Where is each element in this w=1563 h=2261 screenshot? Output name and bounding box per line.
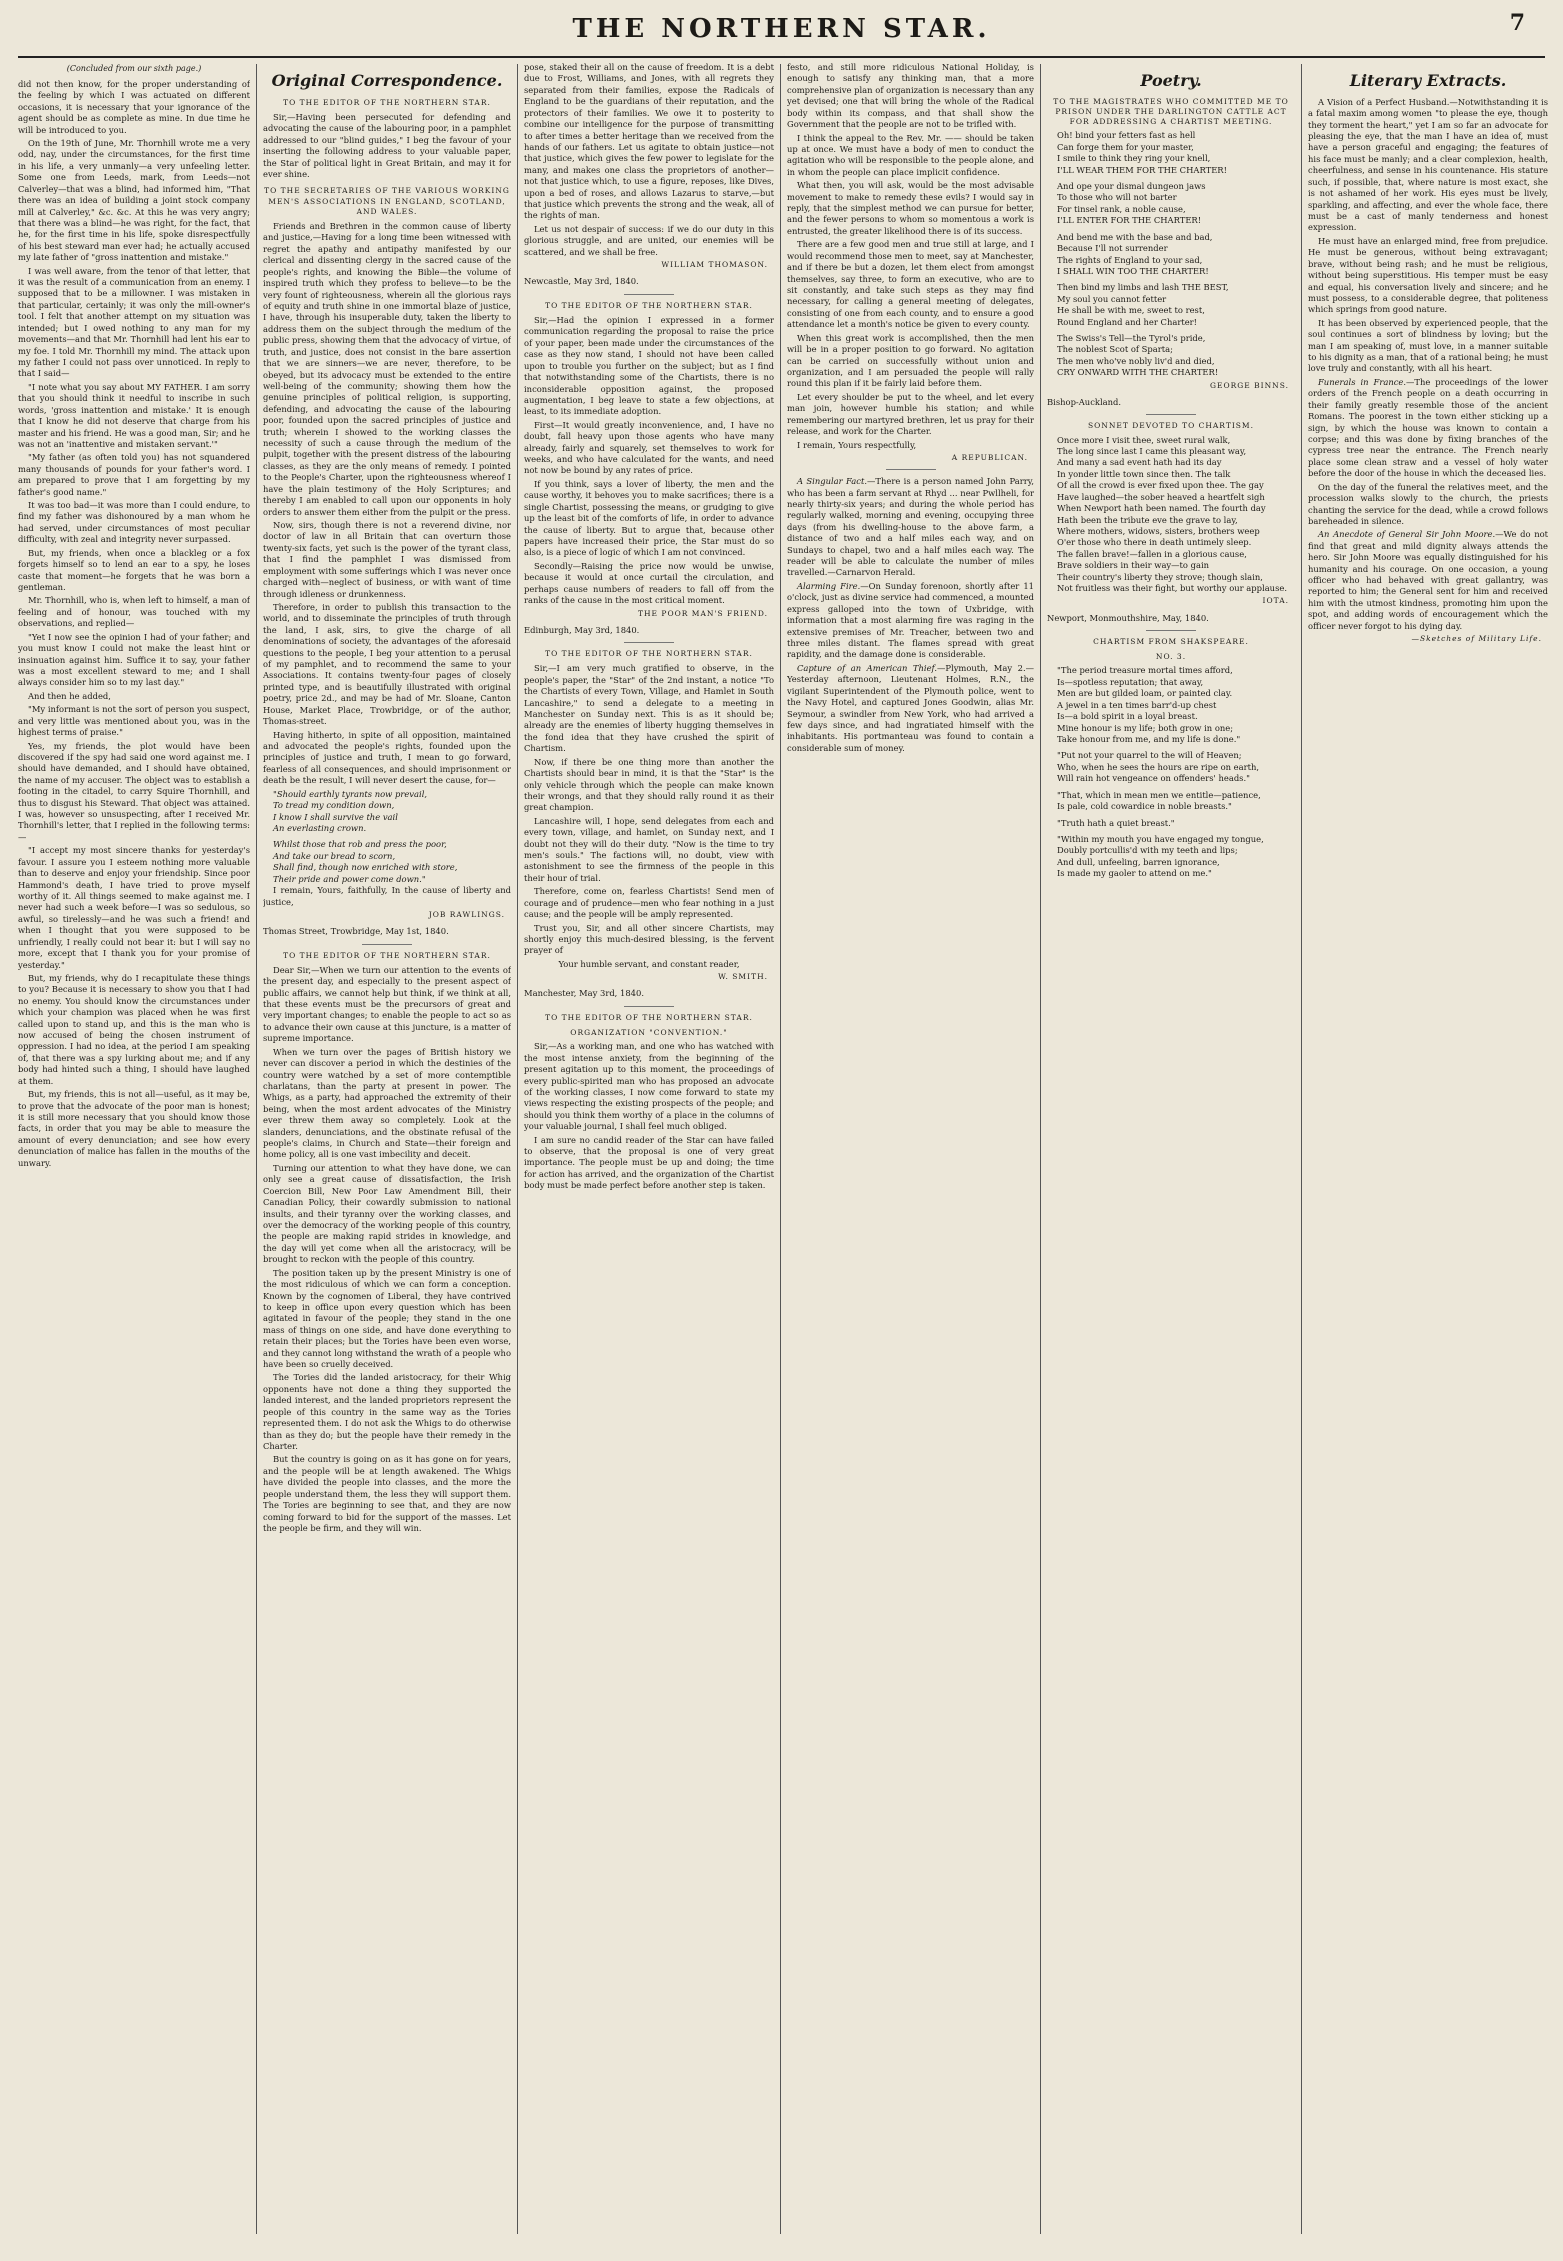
poem-place: Newport, Monmouthshire, May, 1840. [1047,612,1209,623]
verse-line: He shall be with me, sweet to rest, [1057,305,1205,316]
verse-line: Hath been the tribute eve the grave to lay, [1057,514,1238,525]
verse-line: An everlasting crown. [273,822,367,833]
verse-line: Brave soldiers in their way—to gain [1057,560,1210,571]
signature: THE POOR MAN'S FRIEND. [638,608,768,618]
divider [624,642,674,643]
paragraph: I remain, Yours respectfully, [797,439,917,450]
verse-line: My soul you cannot fetter [1057,293,1167,304]
verse-line: To those who will not barter [1057,192,1177,203]
verse-line: Can forge them for your master, [1057,141,1194,152]
letter-address: TO THE SECRETARIES OF THE VARIOUS WORKING MEN'S ASSOCIATIONS IN ENGLAND, SCOTLAND, AND WALES. [264,186,510,216]
verse-line: Oh! bind your fetters fast as hell [1057,130,1196,141]
verse-line: And dull, unfeeling, barren ignorance, [1057,856,1220,867]
letter-closing: I remain, Yours, faithfully, In the cause of liberty and justice, [263,885,511,907]
paragraph: Trust you, Sir, and all other sincere Chartists, may shortly enjoy this much-desired blessing, is the fervent prayer of [524,922,774,956]
paragraph: Sir,—Having been persecuted for defending and advocating the cause of the labouring poor, in a pamphlet addressed to our "blind guides," I beg the favour of your inserting the following address to your valuable paper, the Star of political light in Great Britain, and may it for ever shine. [263,111,511,180]
poem-number: NO. 3. [1155,652,1187,662]
poem-title: TO THE MAGISTRATES WHO COMMITTED ME TO PRISON UNDER THE DARLINGTON CATTLE ACT FOR ADDRESSING A CHARTIST MEETING. [1053,96,1289,127]
verse-line: Is—a bold spirit in a loyal breast. [1057,711,1198,722]
divider [624,294,674,295]
verse-line: I'LL WEAR THEM FOR THE CHARTER! [1057,164,1227,175]
poem-place: Bishop-Auckland. [1047,396,1122,407]
section-header: Original Correspondence. [271,71,503,90]
column-divider [780,64,781,2234]
paragraph-heading: An Anecdote of General Sir John Moore. [1318,529,1496,540]
verse-line: The Swiss's Tell—the Tyrol's pride, [1057,333,1206,344]
source-attribution: —Sketches of Military Life. [1411,634,1542,644]
letter-place: Newcastle, May 3rd, 1840. [524,276,639,287]
verse-line: Mine honour is my life; both grow in one; [1057,722,1234,733]
paragraph: What then, you will ask, would be the most advisable movement to make to remedy these evils? I would say in reply, that the simplest method we can pursue for better, and the fewer persons to whom so momentous a work is entrusted, the greater likelihood there is of its success. [787,180,1034,236]
verse-line: The rights of England to your sad, [1057,254,1203,265]
verse-line: Once more I visit thee, sweet rural walk, [1057,434,1231,445]
verse-line: "That, which in mean men we entitle—patience, [1057,789,1261,800]
verse-line: Whilst those that rob and press the poor, [273,839,447,850]
signature: W. SMITH. [718,972,768,982]
divider [1146,414,1196,415]
paragraph: Mr. Thornhill, who is, when left to himself, a man of feeling and of honour, was touched with my observations, and replied— [18,595,250,629]
paragraph: The position taken up by the present Ministry is one of the most ridiculous of which we can form a conception. Known by the cognomen of Liberal, they have contrived to keep in office upon every question which has been agitated in favour of the people; they stand in the one mass of things on one side, and have done everything to retain their places; but the Tories have been even worse, and they cannot long withstand the wrath of a people who have been so cruelly deceived. [263,1267,511,1370]
paragraph: Now, if there be one thing more than another the Chartists should bear in mind, it is that the "Star" is the only vehicle through which the people can make known their wrongs, and that they should rally round it as their great champion. [524,756,774,813]
verse-line: Because I'll not surrender [1057,243,1168,254]
signature: WILLIAM THOMASON. [661,260,768,270]
paragraph: pose, staked their all on the cause of freedom. It is a debt due to Frost, Williams, and Jones, with all regrets they separated from their families, expose the Radicals of England to be the guardians of their reputation, and the protectors of their families. We owe it to posterity to combine our intelligence for the purpose of transmitting to after times a better heritage than we received from the hands of our fathers. Let us agitate to obtain justice—not that justice, which gives the few power to legislate for the many, and makes one class the proprietors of another—not that justice which, to use a figure, reposes, like Dives, upon a bed of roses, and allows Lazarus to starve,—but that justice which prevents the strong and the weak, all of the rights of man. [524,62,774,221]
verse-line: Where mothers, widows, sisters, brothers weep [1057,525,1260,536]
verse-line: "Put not your quarrel to the will of Heaven; [1057,750,1242,761]
letter-address: TO THE EDITOR OF THE NORTHERN STAR. [545,649,753,659]
letter-title: ORGANIZATION "CONVENTION." [570,1028,728,1038]
column-divider [1040,64,1041,2234]
verse-line: "The period treasure mortal times afford, [1057,665,1233,676]
verse-line: "Truth hath a quiet breast." [1057,817,1175,828]
verse-line: Have laughed—the sober heaved a heartfelt sigh [1057,491,1265,502]
paragraph: There are a few good men and true still at large, and I would recommend those men to meet, say at Manchester, and if there be but a dozen, let them elect from amongst themselves, say three, to form an executive, who are to sit constantly, and take such steps as they may find necessary, for calling a general meeting of delegates, consisting of one from each county, and to ensure a good attendance let a month's notice be given to every county. [787,239,1034,330]
paragraph-heading: Capture of an American Thief. [797,662,937,673]
column-3 [524,62,774,2242]
signature: A REPUBLICAN. [951,452,1028,462]
paragraph: I was well aware, from the tenor of that letter, that it was the result of a communication from an enemy. I supposed that to be a millowner. I was mistaken in that particular, certainly; it was only the mill-owner's tool. I felt that another attempt on my situation was intended; but I owed nothing to any man for my movements—and that Mr. Thornhill had lent his ear to my foe. I told Mr. Thornhill my mind. The attack upon my father I could not pass over unnoticed. In reply to that I said— [18,265,250,379]
paragraph: Now, sirs, though there is not a reverend divine, nor doctor of law in all Britain that can overturn those twenty-six facts, yet such is the power of the tyrant class, that I find the pamphlet I was dismissed from employment with some sufferings which I was never once charged with—neglect of business, or with want of time through idleness or drunkenness. [263,520,511,599]
paragraph: Secondly—Raising the price now would be unwise, because it would at once curtail the circulation, and perhaps cause numbers of readers to fall off from the ranks of the cause in the most critical moment. [524,560,774,606]
column-divider [517,64,518,2234]
paragraph: First—It would greatly inconvenience, and, I have no doubt, fall heavy upon those agents who have many already, fairly and squarely, set themselves to work for weeks, and who have calculated for the wants, and need not now be bound by any rates of price. [524,419,774,476]
verse-line: Who, when he sees the hours are ripe on earth, [1057,761,1260,772]
paragraph: festo, and still more ridiculous National Holiday, is enough to satisfy any thinking man, that a more comprehensive plan of organization is necessary than any yet devised; one that will bring the whole of the Radical body within its compass, and that shall show the Government that the people are not to be trifled with. [787,62,1034,130]
paragraph: Sir,—As a working man, and one who has watched with the most intense anxiety, from the beginning of the present agitation up to this moment, the proceedings of every public-spirited man who has proposed an advocate of the working classes, I now come forward to state my views respecting the existing prospects of the people; and should you think them worthy of a place in the columns of your valuable journal, I shall feel much obliged. [524,1041,774,1132]
paragraph: "Yet I now see the opinion I had of your father; and you must know I could not make the least hint or insinuation against him. Suffice it to say, your father was a most excellent steward to me; and I shall always consider him so to my last day." [18,631,250,688]
paragraph: —On Sunday forenoon, shortly after 11 o'clock, just as divine service had commenced, a mounted express galloped into the town of Uxbridge, with information that a most alarming fire was raging in the extensive premises of Mr. Treacher, between two and three miles distant. The flames spread with great rapidity, and the damage done is considerable. [787,580,1034,660]
divider [1146,630,1196,631]
paragraph: Turning our attention to what they have done, we can only see a great cause of dissatisfaction, the Irish Coercion Bill, New Poor Law Amendment Bill, their Canadian Policy, their cowardly submission to national insults, and their tyranny over the working classes, and over the democracy of the working people of this country, the people are making rapid strides in knowledge, and the day will yet come when all the aristocracy, will be brought to reckon with the people of this country. [263,1162,511,1265]
paragraph: It was too bad—it was more than I could endure, to find my father was dishonoured by a man whom he had served, under circumstances of most peculiar difficulty, with zeal and integrity never surpassed. [18,500,250,545]
paragraph-heading: Funerals in France. [1318,376,1407,387]
paragraph: Sir,—I am very much gratified to observe, in the people's paper, the "Star" of the 2nd instant, a notice "To the Chartists of every Town, Village, and Hamlet in South Lancashire," to send a delegate to a meeting in Manchester on Sunday next. This is as it should be; already are the enemies of liberty hugging themselves in the fond idea that they have crushed the spirit of Chartism. [524,663,774,754]
divider [886,469,936,470]
verse-line: I know I shall survive the vail [273,811,398,822]
letter-address: TO THE EDITOR OF THE NORTHERN STAR. [283,950,491,960]
verse-line: In yonder little town since then. The talk [1057,468,1231,479]
verse-line: I SHALL WIN TOO THE CHARTER! [1057,265,1209,276]
verse-line: Men are but gilded loam, or painted clay. [1057,688,1233,699]
paragraph: Sir,—Had the opinion I expressed in a former communication regarding the proposal to raise the price of your paper, been made under the circumstances of the case as they now stand, I should not have been called upon to trouble you further on the subject; but as I find that notwithstanding some of the Chartists, there is no inconsiderable opposition against, the proposed augmentation, I beg leave to state a few objections, at least, to its immediate adoption. [524,314,774,417]
verse-line: Not fruitless was their fight, but worthy our applause. [1057,583,1287,594]
signature: IOTA. [1262,596,1289,606]
column-6 [1308,62,1548,2242]
verse-line: O'er those who there in death untimely sleep. [1057,537,1252,548]
poem-title: SONNET DEVOTED TO CHARTISM. [1088,421,1254,431]
paragraph: A Vision of a Perfect Husband.—Notwithstanding it is a fatal maxim among women "to please the eye, though they torment the heart," yet I am so far an advocate for pleasing the eye, that the man I have an idea of, must have a person graceful and engaging; the features of his face must be manly; and a clear complexion, health, cheerfulness, and sense in his countenance. His stature such, if possible, that, where nature is most exact, she is not ashamed of her work. His eyes must be lively, sparkling, and affecting, and ever the whole face, there must be a cast of manly tenderness and honest expression. [1308,96,1548,233]
paragraph: On the day of the funeral the relatives meet, and the procession walks slowly to the church, the priests chanting the service for the dead, while a crowd follows bareheaded in silence. [1308,481,1548,526]
divider [362,944,412,945]
paragraph: I think the appeal to the Rev. Mr. —— should be taken up at once. We must have a body of men to conduct the agitation who will be responsible to the people alone, and in whom the people can place implicit confidence. [787,132,1034,177]
verse-line: Their pride and power come down." [273,873,426,884]
paragraph: I am sure no candid reader of the Star can have failed to observe, that the proposal is one of very great importance. The people must be up and doing; the time for action has arrived, and the organization of the Chartist body must be made perfect before another step is taken. [524,1134,774,1191]
column-divider [1301,64,1302,2234]
verse-quote [263,789,511,885]
poem [1047,665,1295,879]
paragraph: "My informant is not the sort of person you suspect, and very little was mentioned about you, was in the highest terms of praise." [18,704,250,738]
letter-address: TO THE EDITOR OF THE NORTHERN STAR. [283,97,491,107]
verse-line: I smile to think they ring your knell, [1057,153,1211,164]
paragraph: But the country is going on as it has gone on for years, and the people will be at length awakened. The Whigs have divided the people into classes, and the more the people understand them, the less they will support them. The Tories are beginning to see that, and they are now coming forward to bid for the support of the masses. Let the people be firm, and they will win. [263,1454,511,1533]
masthead-title: THE NORTHERN STAR. [572,14,991,44]
paragraph: —The proceedings of the lower orders of the French people on a death occurring in their family greatly resemble those of the ancient Romans. The poorest in the town either sticking up a sign, by which the house was known to contain a corpse; and this was done by fixing branches of the cypress tree near the entrance. The French nearly place some clean straw and a vessel of holy water before the door of the house in which the deceased lies. [1308,376,1548,479]
paragraph: And then he added, [28,690,111,701]
paragraph: It has been observed by experienced people, that the soul continues a sort of blindness by loving; but the man I am speaking of, must love, in a manner suitable to his dignity as a man, that of a rational being; he must love truly and constantly, with all his heart. [1308,317,1548,374]
verse-line: CRY ONWARD WITH THE CHARTER! [1057,367,1219,378]
verse-line: Will rain hot vengeance on offenders' heads." [1057,773,1250,784]
verse-line: And ope your dismal dungeon jaws [1057,181,1206,191]
verse-line: Is pale, cold cowardice in noble breasts." [1057,801,1232,812]
column-divider [256,64,257,2234]
verse-line: Of all the crowd is ever fixed upon thee. The gay [1057,480,1264,491]
verse-line: To tread my condition down, [273,800,395,811]
paragraph-heading: A Singular Fact. [797,476,868,487]
letter-address: TO THE EDITOR OF THE NORTHERN STAR. [545,300,753,310]
verse-line: The fallen brave!—fallen in a glorious cause, [1057,548,1247,559]
verse-line: And many a sad event hath had its day [1057,457,1222,468]
verse-line: And take our bread to scorn, [273,850,396,861]
verse-line: For tinsel rank, a noble cause, [1057,203,1186,214]
paragraph: Lancashire will, I hope, send delegates from each and every town, village, and hamlet, on Sunday next, and I doubt not they will do their duty. "Now is the time to try men's souls." The factions will, no doubt, view with astonishment to see the firmness of the people in this their hour of trial. [524,815,774,883]
paragraph: Let every shoulder be put to the wheel, and let every man join, however humble his station; and while remembering our martyred brethren, let us pray for their release, and work for the Charter. [787,391,1034,437]
column-5 [1047,62,1295,2242]
verse-line: And bend me with the base and bad, [1057,231,1213,242]
paragraph: When we turn over the pages of British history we never can discover a period in which the destinies of the country were watched by a set of more contemptible charlatans, than the party at present in power. The Whigs, as a party, had approached the extremity of their being, when the most ardent advocates of the Ministry ever threw them away so completely. Look at the slanders, denunciations, and the obstinate refusal of the people's claims, in Church and State—their foreign and home policy, all is one vast imbecility and deceit. [263,1046,511,1160]
paragraph: did not then know, for the proper understanding of the feeling by which I was actuated on different occasions, it is necessary that your ignorance of the agent should be as complete as mine. In due time he will be introduced to you. [18,78,250,135]
letter-place: Manchester, May 3rd, 1840. [524,988,644,999]
paragraph: But, my friends, this is not all—useful, as it may be, to prove that the advocate of the poor man is honest; it is still more necessary that you should know those facts, in order that you may be able to measure the amount of every denunciation; and see how every denunciation of malice has fallen in the mouths of the unwary. [18,1089,250,1168]
verse-line: Is—spotless reputation; that away, [1057,676,1204,687]
column-4 [787,62,1034,2242]
verse-line: When Newport hath been named. The fourth day [1057,503,1266,514]
paragraph: "I accept my most sincere thanks for yesterday's favour. I assure you I esteem nothing more valuable than to deserve and enjoy your friendship. Since poor Hammond's death, I have tried to prove myself worthy of it. All things seemed to make against me. I never had such a week before—I was so sedulous, so awful, so tirelessly—and he was such a friend! and when I thought that you were supposed to be unfriendly, I really could not bear it: but I will say no more, except that I thank you for your promise of yesterday." [18,845,250,970]
letter-place: Edinburgh, May 3rd, 1840. [524,624,640,635]
paragraph: Therefore, in order to publish this transaction to the world, and to disseminate the principles of truth through the land, I ask, sirs, to give the charge of all denominations of society, the advantages of the aforesaid questions to the people, I beg your attention to a perusal of my pamphlet, and to recommend the same to your Associations. It contains twenty-four pages of closely printed type, and is beautifully illustrated with original poetry, price 2d., and may be had of Mr. Sloane, Canton House, Market Place, Trowbridge, or of the author, Thomas-street. [263,601,511,727]
paragraph: Yes, my friends, the plot would have been discovered if the spy had said one word against me. I should have demanded, and I should have obtained, the name of my accuser. The object was to establish a footing in the citadel, to carry Squire Thornhill, and thus to disgust his Steward. That object was attained. I was, however so unsuspecting, after I received Mr. Thornhill's letter, that I replied in the following terms:— [18,740,250,842]
verse-line: The noblest Scot of Sparta; [1057,344,1173,355]
paragraph: —There is a person named John Parry, who has been a farm servant at Rhyd ... near Pwllheli, for nearly thirty-six years; and during the whole period has regularly walked, morning and evening, occupying three days (from his dwelling-house to the above farm, a distance of two and a half miles each way, and on Sundays to chapel, two and a half miles each way. The reader will be able to calculate the number of miles travelled.—Carnarvon Herald. [787,476,1034,578]
paragraph: Friends and Brethren in the common cause of liberty and justice,—Having for a long time been witnessed with regret the apathy and antipathy manifested by our clerical and dissenting clergy in the sacred cause of the people's rights, and knowing the Bible—the volume of inspired truth which they profess to believe—to be the very fount of righteousness, wherein all the glorious rays of equity and truth shine in one immortal blaze of justice, I have, through his insuperable duty, taken the liberty to address them on the subject through the medium of the public press, showing them that the advocacy of virtue, of truth, and justice, does not consist in the bare assertion that we are sinners—we are never, therefore, to be obeyed, but its advocacy must be extended to the entire well-being of the community; showing them how the genuine principles of political religion, is supporting, defending, and advocating the cause of the labouring poor, founded upon the sacred principles of justice and truth; wherein I showed to the working classes the necessity of such a cause through the medium of the pulpit, together with the present distress of the labouring classes, as they are the only means of remedy. I pointed to the People's Charter, upon the righteousness whereof I have the plain testimony of the Holy Scriptures; and thereby I am enabled to call upon our opponents in holy orders to answer them either from the pulpit or the press. [263,221,511,517]
paragraph: —We do not find that great and mild dignity always attends the hero. Sir John Moore was equally distinguished for his humanity and his courage. On one occasion, a young officer who had behaved with great gallantry, was reported to him; the General sent for him and received him with the utmost kindness, promoting him upon the spot, and adding words of encouragement which the officer never forgot to his dying day. [1308,529,1548,631]
paragraph: Having hitherto, in spite of all opposition, maintained and advocated the people's rights, founded upon the principles of justice and truth, I mean to go forward, fearless of all consequences, and should imprisonment or death be the result, I will never desert the cause, for— [263,729,511,786]
section-header: Poetry. [1140,71,1202,90]
verse-line: Round England and her Charter! [1057,316,1198,327]
paragraph: On the 19th of June, Mr. Thornhill wrote me a very odd, nay, under the circumstances, for the first time in his life, a very unmanly—a very unfeeling letter. Some one from Leeds, mark, from Leeds—not Calverley—that was a blind, had informed him, "That there was an idea of building a joint stock company mill at Calverley," &c. &c. At this he was very angry; that there was a blind—he was right, for the fact, that he, for the first time in his life, spoke disrespectfully of his best steward man ever had; he actually accused my late father of "gross inattention and mistake." [18,137,250,263]
column-2 [263,62,511,2242]
paragraph: —Plymouth, May 2.—Yesterday afternoon, Lieutenant Holmes, R.N., the vigilant Superintendent of the Plymouth police, went to the Navy Hotel, and captured Jones Goodwin, alias Mr. Seymour, a swindler from New York, who had arrived a few days since, and had ingratiated himself with the inhabitants. His portmanteau was found to contain a considerable sum of money. [787,662,1034,753]
paragraph: Let us not despair of success: if we do our duty in this glorious struggle, and are united, our enemies will be scattered, and we shall be free. [524,223,774,257]
verse-line: The men who've nobly liv'd and died, [1057,355,1215,366]
paragraph: "My father (as often told you) has not squandered many thousands of pounds for your father's word. I am prepared to prove that I am forgetting by my father's good name." [18,452,250,497]
verse-line: "Should earthly tyrants now prevail, [273,788,428,799]
continuation-note: (Concluded from our sixth page.) [66,64,202,73]
verse-line: Then bind my limbs and lash THE BEST, [1057,282,1229,293]
paragraph: When this great work is accomplished, then the men will be in a proper position to go forward. No agitation can be carried on successfully without union and organization, and I am persuaded the people will rally round this plan if it be fairly laid before them. [787,332,1034,389]
masthead-rule [18,56,1545,58]
divider [624,1006,674,1007]
signature: GEORGE BINNS. [1210,380,1289,390]
paragraph: If you think, says a lover of liberty, the men and the cause worthy, it behoves you to make sacrifices; there is a single Chartist, possessing the means, or grudging to give up the least bit of the comforts of life, in order to advance the cause of liberty. But to argue that, because other papers have increased their price, the Star must do so also, is a piece of logic of which I am not convinced. [524,478,774,558]
letter-place: Thomas Street, Trowbridge, May 1st, 1840. [263,926,449,937]
verse-line: A jewel in a ten times barr'd-up chest [1057,699,1217,710]
paragraph: He must have an enlarged mind, free from prejudice. He must be generous, without being extravagant; brave, without being rash; and he must be religious, without being superstitious. His temper must be easy and equal, his conversation lively and sincere; and he must possess, to a considerable degree, that politeness which springs from good nature. [1308,235,1548,315]
section-header: Literary Extracts. [1349,71,1507,90]
paragraph: Dear Sir,—When we turn our attention to the events of the present day, and especially to the present aspect of public affairs, we cannot help but think, if we think at all, that these events must be the precursors of great and very important changes; to enable the people to act so as to advance their own cause at this juncture, is a matter of supreme importance. [263,964,511,1044]
verse-line: The long since last I came this pleasant way, [1057,445,1247,456]
column-1 [18,62,250,2242]
poem-title: CHARTISM FROM SHAKSPEARE. [1093,637,1249,647]
paragraph-heading: Alarming Fire. [797,580,861,591]
letter-address: TO THE EDITOR OF THE NORTHERN STAR. [545,1012,753,1022]
verse-line: Their country's liberty they strove; though slain, [1057,571,1263,582]
paragraph: "I note what you say about MY FATHER. I am sorry that you should think it needful to inscribe in such words, 'gross inattention and mistake.' It is enough that I know he did not deserve that charge from his master and his friend. He was a good man, Sir; and he was not an 'inattentive and mistaken servant.'" [18,381,250,449]
poem [1047,435,1295,595]
poem [1047,130,1295,378]
verse-line: Take honour from me, and my life is done." [1057,733,1241,744]
verse-line: Shall find, though now enriched with store, [273,862,458,873]
paragraph: But, my friends, when once a blackleg or a fox forgets himself so to lend an ear to a spy, he loses caste that moment—he forgets that he was born a gentleman. [18,547,250,593]
paragraph: But, my friends, why do I recapitulate these things to you? Because it is necessary to show you that I had no enemy. You should know the circumstances under which your champion was placed when he was first called upon to stand up, and this is the man who is now accused of being the chosen instrument of oppression. I had no idea, at the period I am speaking of, that there was a spy lurking about me; and if any body had hinted such a thing, I should have laughed at them. [18,972,250,1086]
verse-line: I'LL ENTER FOR THE CHARTER! [1057,215,1202,226]
verse-line: "Within my mouth you have engaged my tongue, [1057,833,1264,844]
paragraph: Therefore, come on, fearless Chartists! Send men of courage and of prudence—men who fear nothing in a just cause; and the people will be amply represented. [524,886,774,920]
paragraph: The Tories did the landed aristocracy, for their Whig opponents have not done a thing they supported the landed interest, and the landed proprietors represent the people of this country in the same way as the Tories represented them. I do not ask the Whigs to do otherwise than as they do; but the people have their remedy in the Charter. [263,1372,511,1452]
masthead [0,6,1563,58]
verse-line: Is made my gaoler to attend on me." [1057,868,1212,879]
verse-line: Doubly portcullis'd with my teeth and lips; [1057,845,1238,856]
letter-closing: Your humble servant, and constant reader, [558,958,740,969]
signature: JOB RAWLINGS. [428,909,505,919]
page-number: 7 [1509,10,1525,36]
